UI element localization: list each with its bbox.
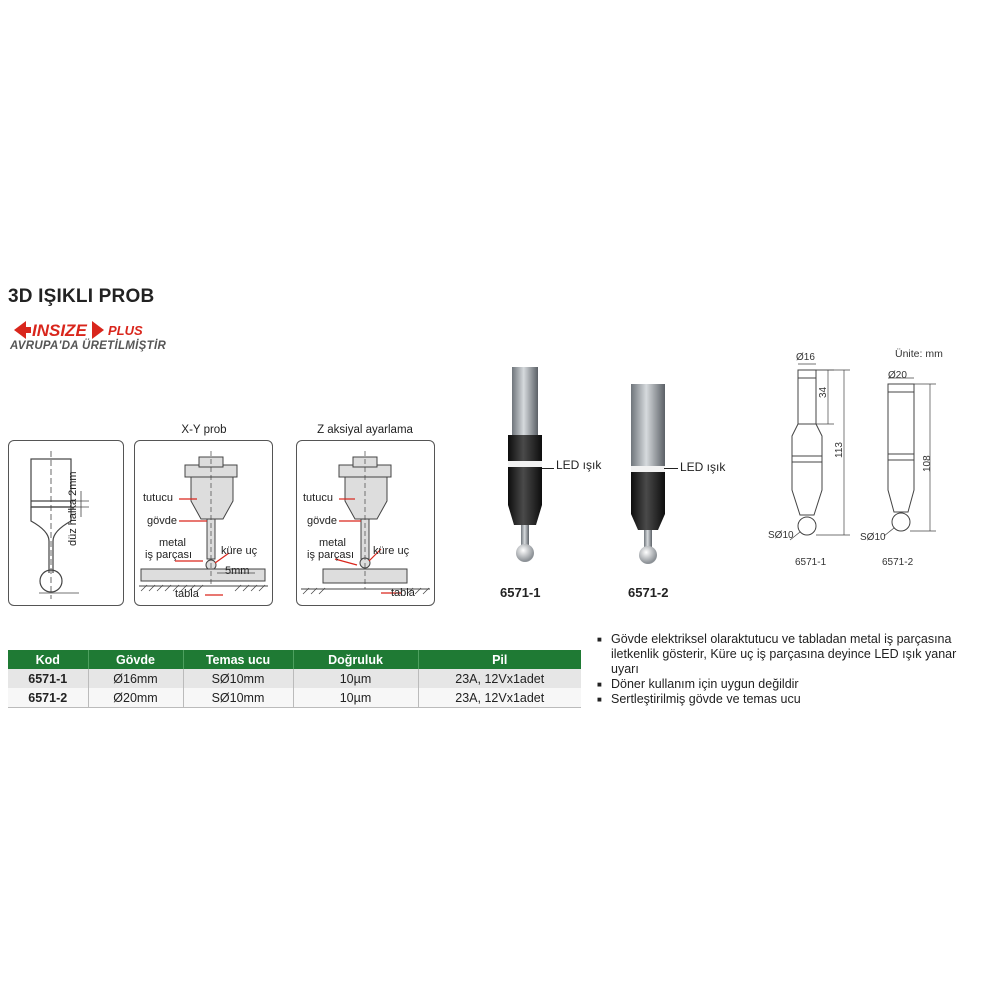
led-pointer-2 [664, 468, 678, 469]
cell-battery: 23A, 12Vx1adet [418, 669, 581, 688]
header-code: Kod [8, 650, 88, 669]
cell-code: 6571-1 [8, 669, 88, 688]
xy-offset-label: 5mm [225, 565, 250, 577]
led-label-6571-2: LED ışık [680, 460, 726, 474]
p2-total-length-label: 108 [922, 455, 933, 472]
cell-code: 6571-2 [8, 688, 88, 708]
brand-subtitle: AVRUPA'DA ÜRETİLMİŞTİR [10, 340, 167, 352]
probe-ring-drawing [9, 441, 123, 605]
xy-probe-panel [134, 440, 273, 606]
xy-body-label: gövde [147, 515, 177, 527]
xy-holder-label: tutucu [143, 492, 173, 504]
xy-probe-caption: X-Y prob [181, 424, 227, 436]
table-row [8, 688, 581, 708]
z-body-label: gövde [307, 515, 337, 527]
z-workpiece-label-1: metal [319, 537, 346, 549]
product-code-6571-2: 6571-2 [628, 585, 669, 600]
header-accuracy: Doğruluk [293, 650, 418, 669]
probe-6571-2-illustration [624, 382, 674, 577]
xy-workpiece-label-1: metal [159, 537, 186, 549]
ring-label: düz halka 2mm [67, 471, 79, 546]
p1-diameter-label: Ø16 [796, 352, 815, 363]
z-table-label: tabla [391, 587, 415, 599]
ring-diagram-panel [8, 440, 124, 606]
xy-workpiece-label-2: iş parçası [145, 549, 193, 561]
xy-ball-tip-label: küre uç [221, 545, 258, 557]
p2-code-label: 6571-2 [882, 557, 914, 568]
cell-battery: 23A, 12Vx1adet [418, 688, 581, 708]
p1-ball-label: SØ10 [768, 530, 794, 541]
product-6571-2-image [624, 382, 674, 577]
table-header-row [8, 650, 581, 669]
cell-contact-tip: SØ10mm [183, 669, 293, 688]
p1-code-label: 6571-1 [795, 557, 827, 568]
p2-ball-label: SØ10 [860, 532, 886, 543]
table-row [8, 669, 581, 688]
cell-accuracy: 10µm [293, 688, 418, 708]
cell-contact-tip: SØ10mm [183, 688, 293, 708]
page-title: 3D IŞIKLI PROB [8, 286, 155, 307]
list-item: ■ Gövde elektriksel olaraktutucu ve tabladan metal iş parçasına iletkenlik gösterir, Küre uç iş parçasına deyince LED ışık yanar uyarı [597, 632, 987, 677]
product-code-6571-1: 6571-1 [500, 585, 541, 600]
brand-logo [12, 318, 192, 358]
unit-note: Ünite: mm [895, 348, 943, 360]
p1-short-length-label: 34 [818, 386, 829, 398]
p2-diameter-label: Ø20 [888, 370, 907, 381]
xy-table-label: tabla [175, 588, 199, 600]
header-body: Gövde [88, 650, 183, 669]
insize-plus-logo [12, 318, 192, 342]
cell-body: Ø20mm [88, 688, 183, 708]
led-label-6571-1: LED ışık [556, 458, 602, 472]
z-ball-tip-label: küre uç [373, 545, 410, 557]
z-holder-label: tutucu [303, 492, 333, 504]
list-item: ■ Sertleştirilmiş gövde ve temas ucu [597, 692, 987, 707]
z-axial-caption: Z aksiyal ayarlama [317, 424, 413, 436]
list-item: ■ Döner kullanım için uygun değildir [597, 677, 987, 692]
led-pointer-1 [542, 468, 554, 469]
header-battery: Pil [418, 650, 581, 669]
header-contact-tip: Temas ucu [183, 650, 293, 669]
z-workpiece-label-2: iş parçası [307, 549, 355, 561]
cell-accuracy: 10µm [293, 669, 418, 688]
product-6571-1-image [496, 365, 556, 575]
feature-list [597, 632, 987, 707]
p1-total-length-label: 113 [834, 442, 845, 458]
spec-table [8, 650, 581, 708]
brand-plus-text: PLUS [108, 323, 143, 338]
probe-6571-1-illustration [496, 365, 556, 575]
cell-body: Ø16mm [88, 669, 183, 688]
brand-main-text: INSIZE [32, 321, 87, 340]
z-axial-panel [296, 440, 435, 606]
